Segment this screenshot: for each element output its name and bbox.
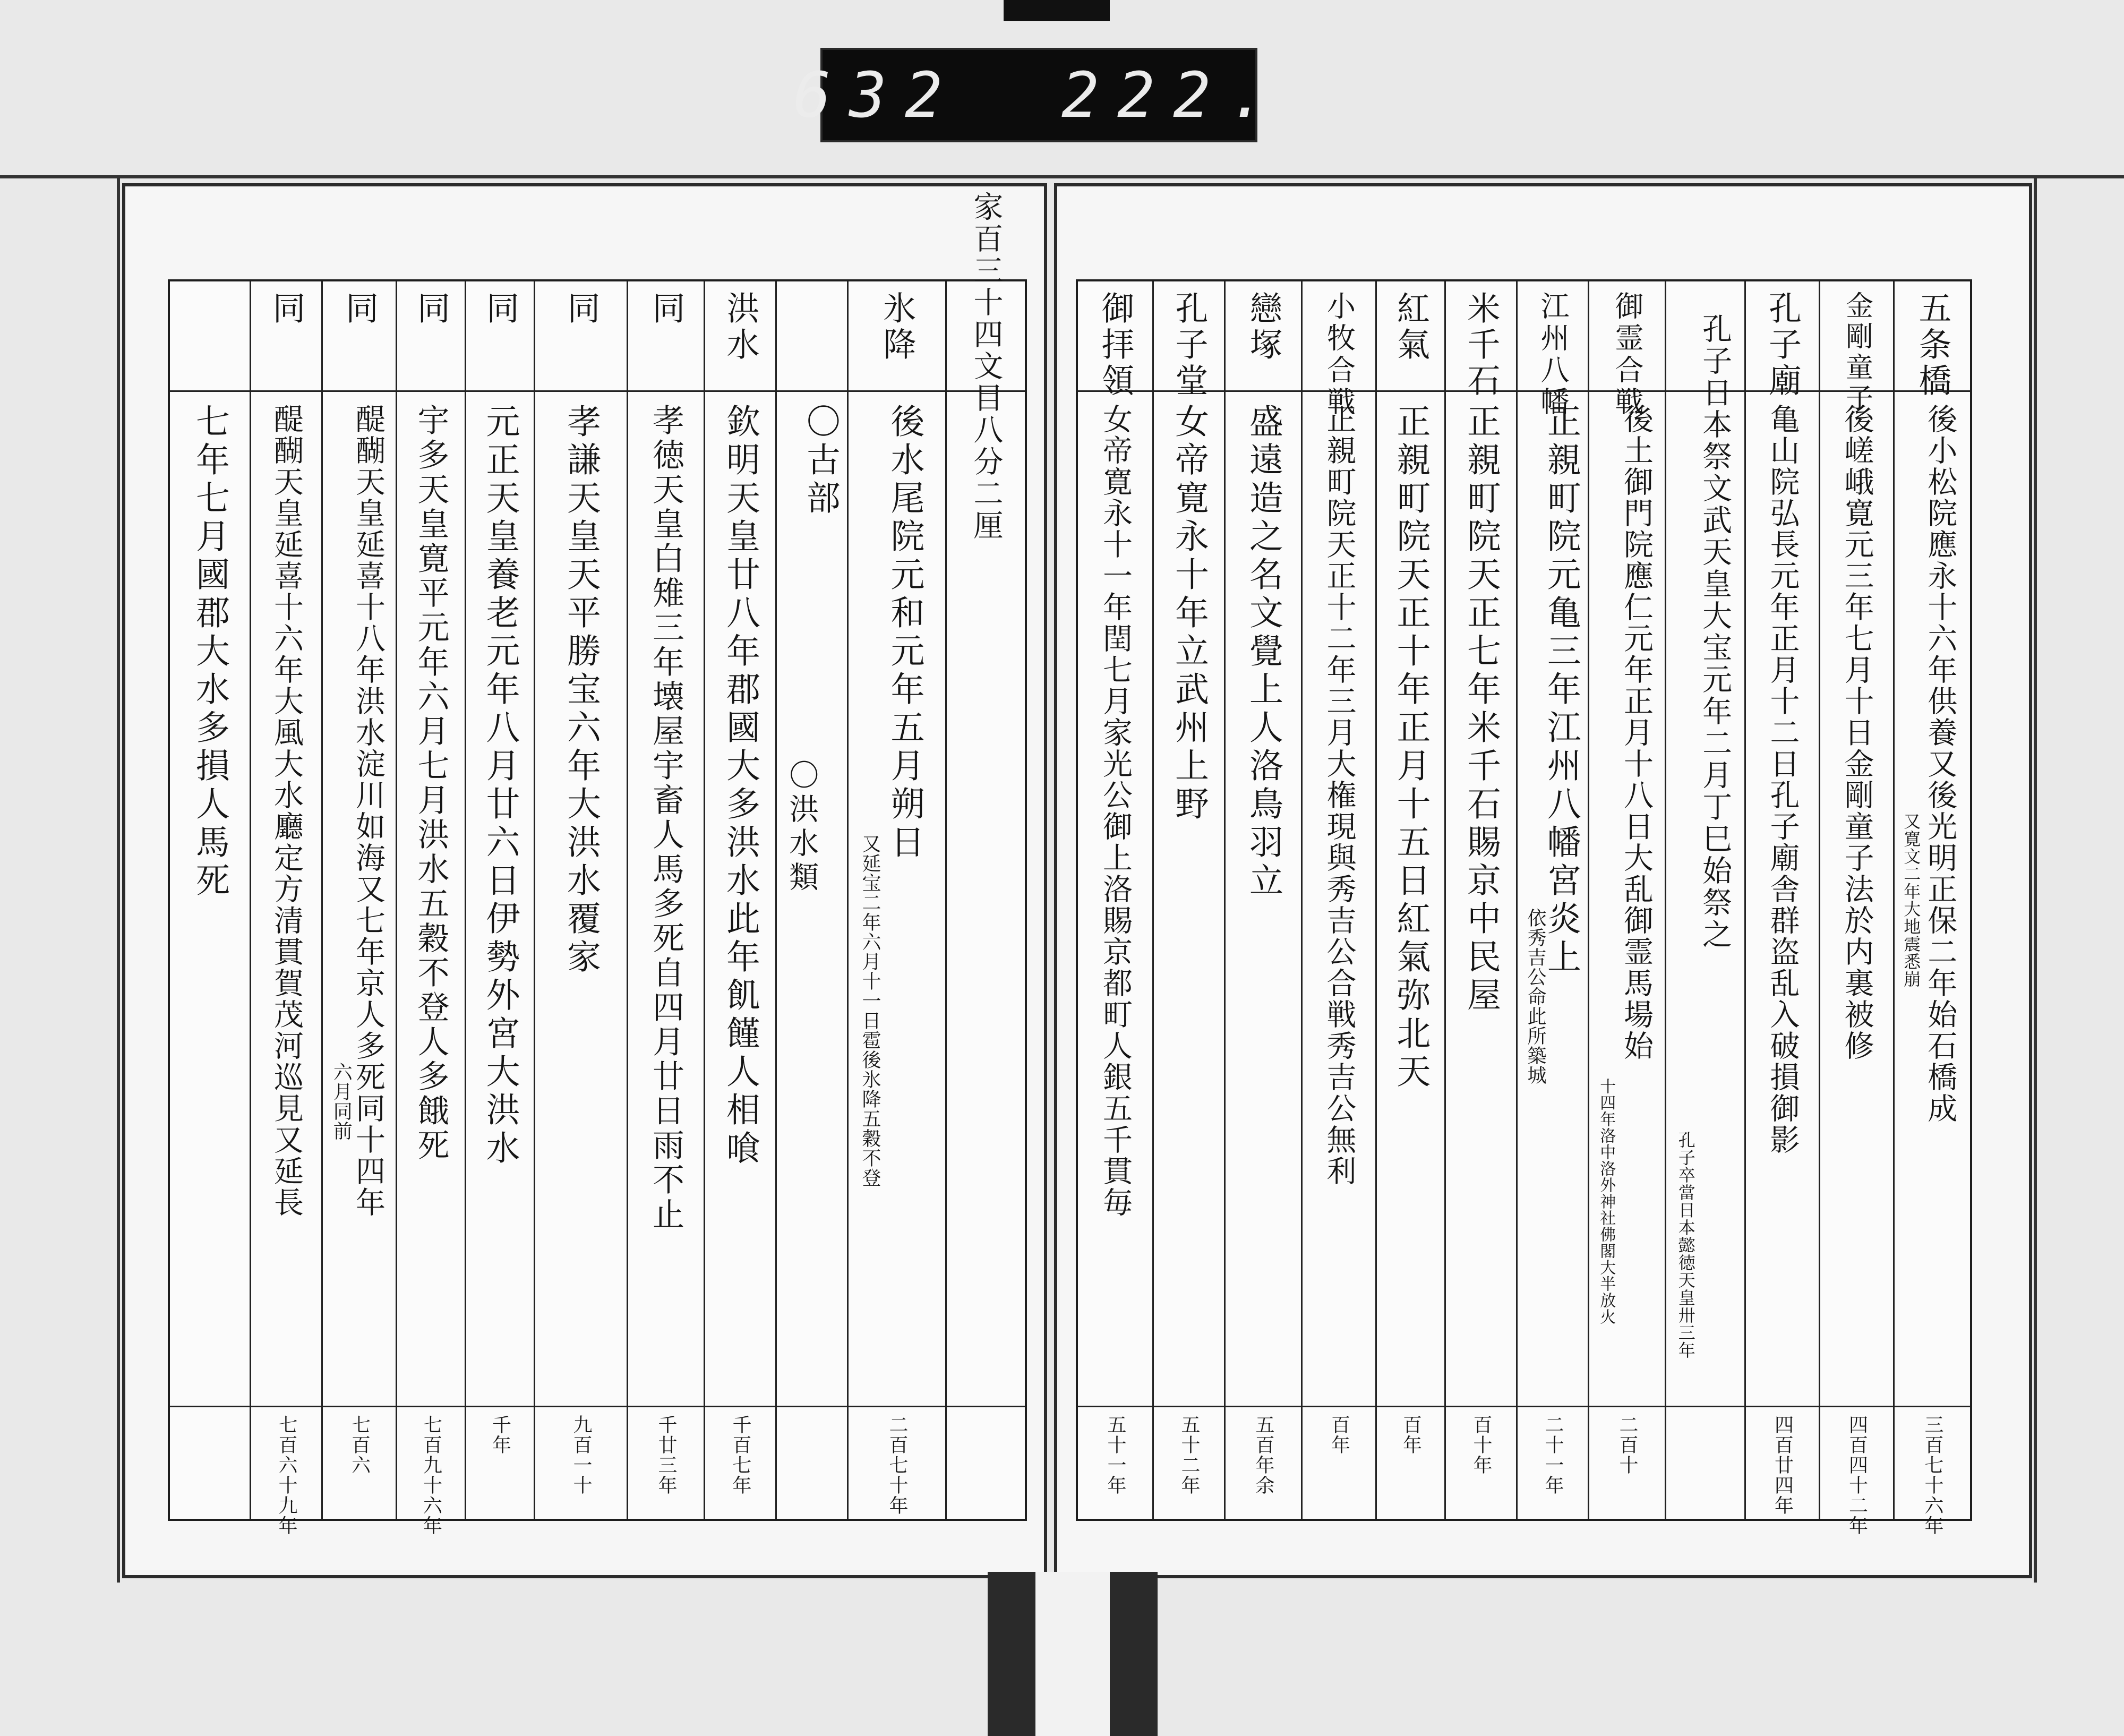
- column-footer: [170, 1406, 250, 1519]
- column-footer: 二百七十年: [849, 1406, 945, 1519]
- left-col-c11: 家百三十四文目八分二厘: [945, 281, 1025, 1519]
- column-header: 五条橋: [1895, 281, 1970, 392]
- column-header: 同: [323, 281, 396, 392]
- right-col-r4: 孔子日本祭文武天皇大宝元年二月丁巳始祭之 孔子卒當日本懿徳天皇卅三年: [1665, 281, 1744, 1519]
- column-header: 紅氣: [1377, 281, 1444, 392]
- column-header: [170, 281, 250, 392]
- column-footer: 四百四十二年: [1820, 1406, 1893, 1519]
- left-col-c2: 同 醍醐天皇延喜十六年大風大水廳定方清貫賀茂河巡見又延長 七百六十九年: [250, 281, 321, 1519]
- left-col-c8: 洪水 欽明天皇廿八年郡國大多洪水此年飢饉人相喰 千百七年: [704, 281, 775, 1519]
- right-col-r6: 江州八幡 正親町院元亀三年江州八幡宮炎上 依秀吉公命此所築城 二十一年: [1516, 281, 1588, 1519]
- column-header: 孔子堂: [1154, 281, 1224, 392]
- column-footer: [947, 1406, 1025, 1519]
- column-footer: 百年: [1377, 1406, 1444, 1519]
- right-col-r2: 金剛童子 後嵯峨寛元三年七月十日金剛童子法於内裏被修 四百四十二年: [1819, 281, 1893, 1519]
- column-header: 氷降: [849, 281, 945, 392]
- right-col-r12: 御拝領 女帝寛永十一年閏七月家光公御上洛賜京都町人銀五千貫毎 五十一年: [1078, 281, 1152, 1519]
- column-footer: 千廿三年: [628, 1406, 704, 1519]
- left-col-c3: 同 醍醐天皇延喜十八年洪水淀川如海又七年京人多死同十四年 六月同前 七百六: [321, 281, 396, 1519]
- column-header: 小牧合戦: [1303, 281, 1375, 392]
- column-footer: [777, 1406, 847, 1519]
- column-header: [777, 281, 847, 392]
- column-footer: 七百六: [323, 1406, 396, 1519]
- column-footer: 二十一年: [1518, 1406, 1588, 1519]
- column-footer: 七百六十九年: [251, 1406, 321, 1519]
- column-header: 同: [251, 281, 321, 392]
- column-footer: 五十二年: [1154, 1406, 1224, 1519]
- right-col-r1: 五条橋 後小松院應永十六年供養又後光明正保二年始石橋成 又寛文二年大地震悉崩 三百七十六年: [1893, 281, 1970, 1519]
- column-header: 同: [466, 281, 534, 392]
- column-header: 御拝領: [1078, 281, 1152, 392]
- left-col-c1: 七年七月國郡大水多損人馬死: [170, 281, 250, 1519]
- column-header: 同: [397, 281, 465, 392]
- column-header: 洪水: [705, 281, 775, 392]
- binding-spine: [988, 1572, 1158, 1736]
- column-header: 江州八幡: [1518, 281, 1588, 392]
- column-header: 金剛童子: [1820, 281, 1893, 392]
- left-col-c9: 〇古部 〇洪水類: [775, 281, 847, 1519]
- column-footer: 二百十: [1589, 1406, 1665, 1519]
- column-footer: [1666, 1406, 1744, 1519]
- frame-left-line: [117, 175, 120, 1583]
- left-col-c10: 氷降 後水尾院元和元年五月朔日 又延宝二年六月十一日雹後氷降五穀不登 二百七十年: [847, 281, 945, 1519]
- left-col-c7: 同 孝徳天皇白雉三年壊屋宇畜人馬多死自四月廿日雨不止 千廿三年: [627, 281, 704, 1519]
- column-header: 米千石: [1446, 281, 1516, 392]
- film-spine-top: [1004, 0, 1110, 21]
- film-number-right: 222.: [1061, 58, 1285, 132]
- column-footer: 千年: [466, 1406, 534, 1519]
- right-col-r9: 小牧合戦 正親町院天正十二年三月大権現與秀吉公合戦秀吉公無利 百年: [1301, 281, 1375, 1519]
- right-page: [1054, 183, 2032, 1578]
- left-col-c6: 同 孝謙天皇天平勝宝六年大洪水覆家 九百一十: [534, 281, 627, 1519]
- column-footer: 七百九十六年: [397, 1406, 465, 1519]
- column-footer: 百年: [1303, 1406, 1375, 1519]
- column-footer: 四百廿四年: [1746, 1406, 1819, 1519]
- film-number-left: 632: [793, 58, 961, 132]
- right-col-r3: 孔子廟 亀山院弘長元年正月十二日孔子廟舎群盗乱入破損御影 四百廿四年: [1744, 281, 1819, 1519]
- frame-right-line: [2034, 175, 2037, 1583]
- left-page-grid: [168, 191, 1027, 1536]
- right-col-r5: 御霊合戦 後土御門院應仁元年正月十八日大乱御霊馬場始 十四年洛中洛外神社佛閣大半放火 二百十: [1588, 281, 1665, 1519]
- left-col-c5: 同 元正天皇養老元年八月廿六日伊勢外宮大洪水 千年: [465, 281, 534, 1519]
- column-footer: 千百七年: [705, 1406, 775, 1519]
- column-footer: 三百七十六年: [1895, 1406, 1970, 1519]
- frame-top-line: [0, 175, 2124, 178]
- column-header: 同: [628, 281, 704, 392]
- right-col-r10: 戀塚 盛遠造之名文覺上人洛鳥羽立 五百年余: [1224, 281, 1301, 1519]
- column-footer: 九百一十: [535, 1406, 627, 1519]
- column-header: 御霊合戦: [1589, 281, 1665, 392]
- right-page-grid: [1076, 279, 1972, 1536]
- film-label: [793, 48, 1285, 142]
- left-col-c4: 同 宇多天皇寛平元年六月七月洪水五穀不登人多餓死 七百九十六年: [396, 281, 465, 1519]
- right-col-r7: 米千石 正親町院天正七年米千石賜京中民屋 百十年: [1444, 281, 1516, 1519]
- column-header: 戀塚: [1226, 281, 1301, 392]
- column-header: 同: [535, 281, 627, 392]
- column-footer: 五百年余: [1226, 1406, 1301, 1519]
- column-footer: 五十一年: [1078, 1406, 1152, 1519]
- column-footer: 百十年: [1446, 1406, 1516, 1519]
- right-col-r11: 孔子堂 女帝寛永十年立武州上野 五十二年: [1152, 281, 1224, 1519]
- column-header: 孔子廟: [1746, 281, 1819, 392]
- right-col-r8: 紅氣 正親町院天正十年正月十五日紅氣弥北天 百年: [1375, 281, 1444, 1519]
- left-page: [122, 183, 1047, 1578]
